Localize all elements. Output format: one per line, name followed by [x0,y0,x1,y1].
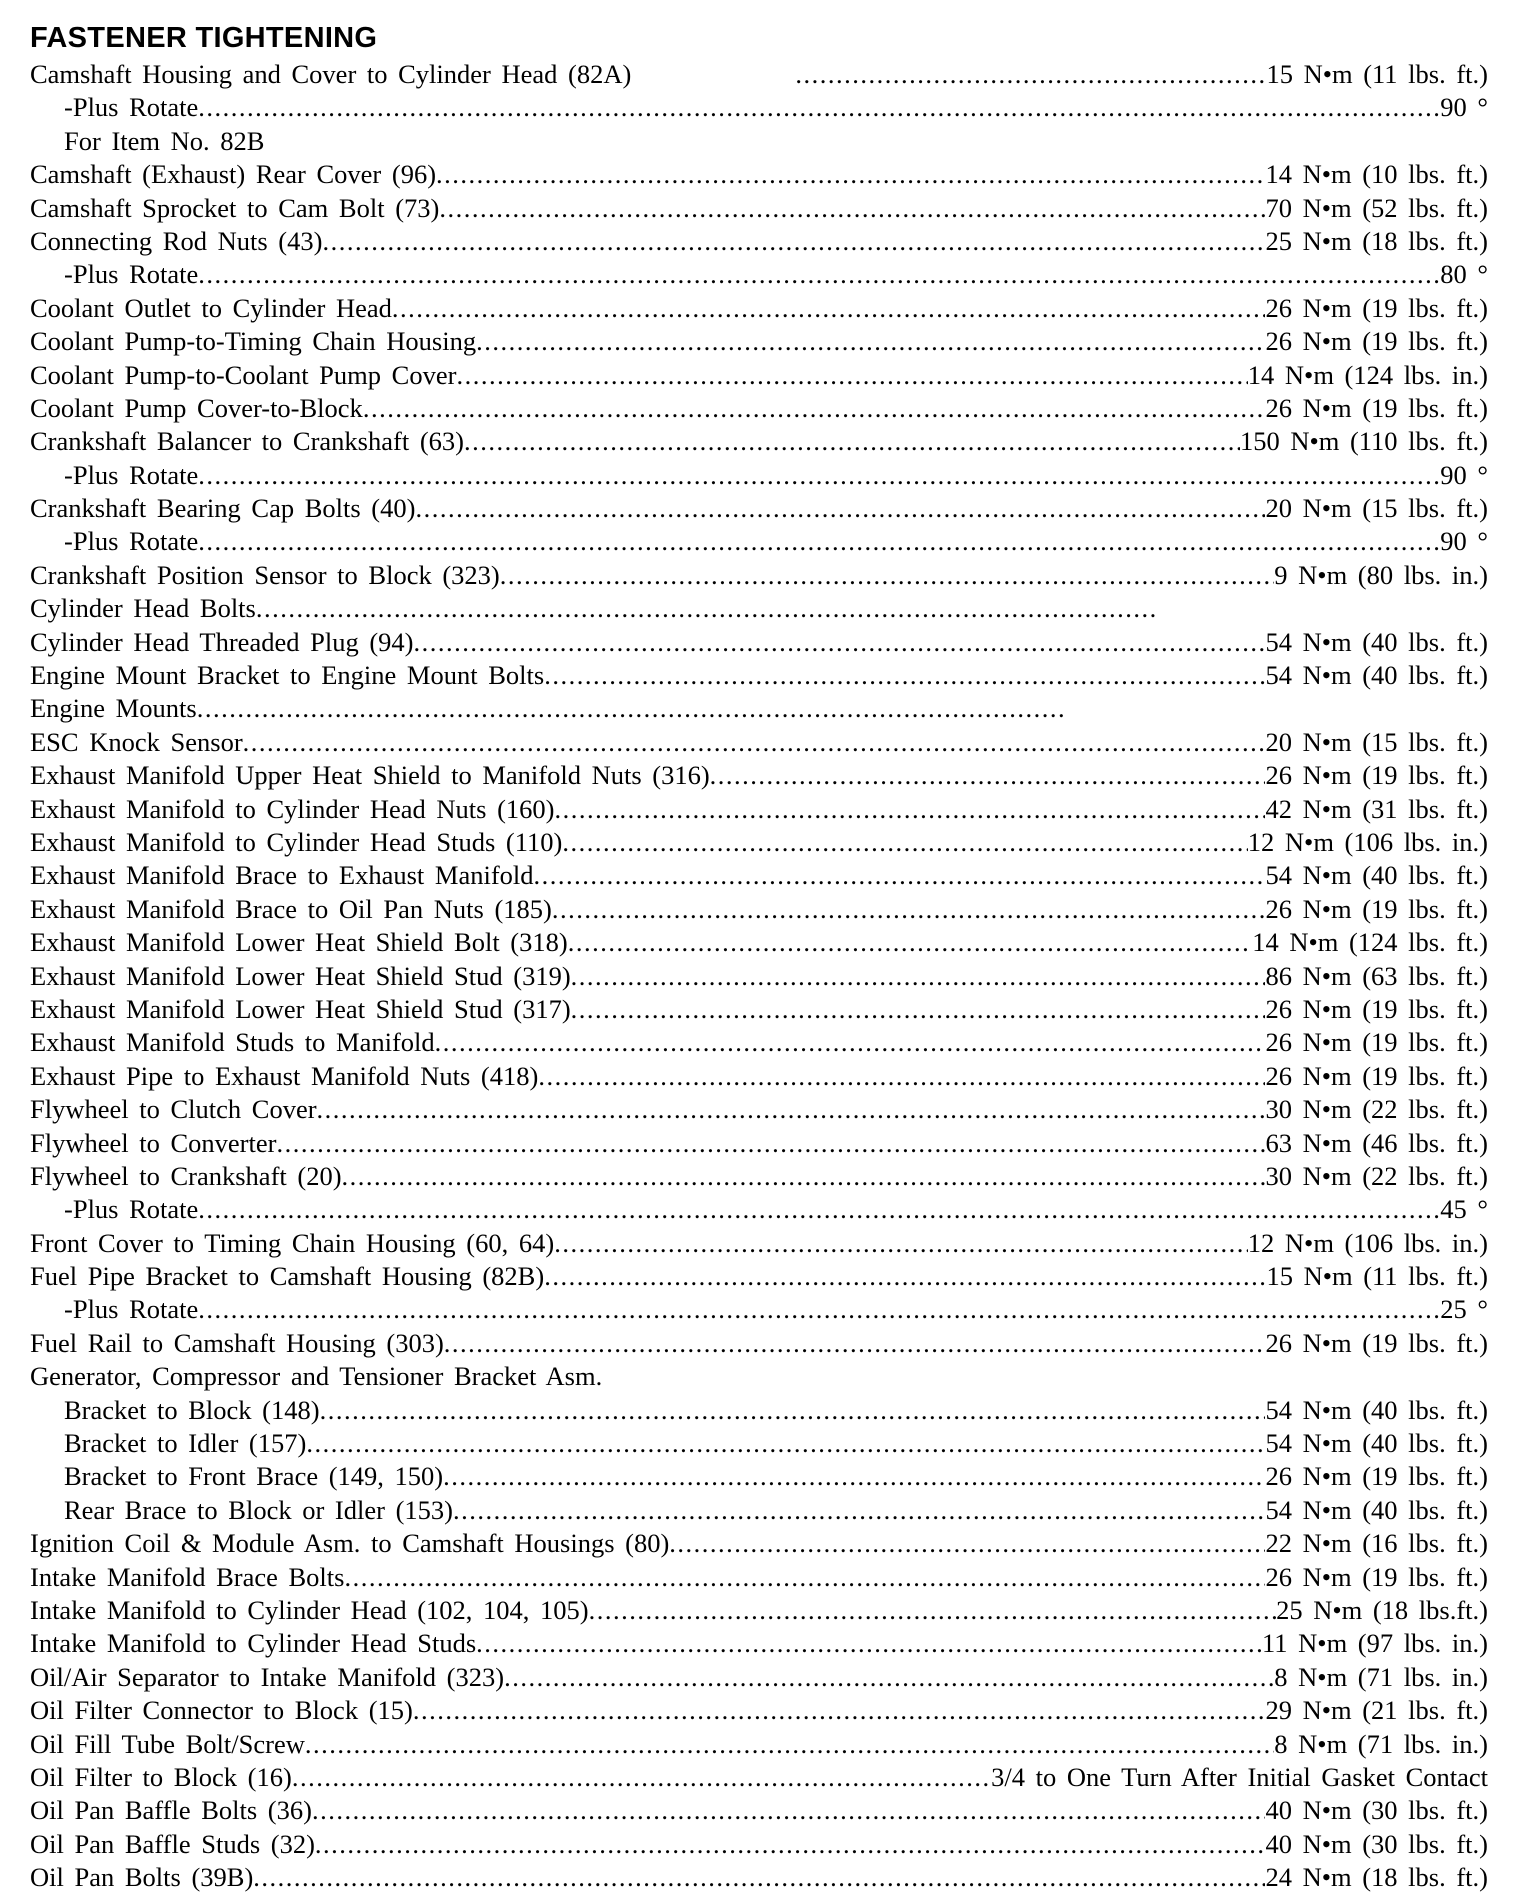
spec-label: Flywheel to Converter [30,1127,277,1158]
dot-leader [476,325,1265,358]
spec-value: 54 N•m (40 lbs. ft.) [1265,626,1488,657]
spec-label: Cylinder Head Threaded Plug (94) [30,626,414,657]
spec-row [30,926,1488,959]
dot-leader [568,926,1252,959]
spec-row [30,392,1488,425]
spec-label: Engine Mount Bracket to Engine Mount Bolts [30,660,545,691]
spec-row [30,1260,1488,1293]
spec-row [30,1527,1488,1560]
spec-label: -Plus Rotate [64,92,199,123]
spec-label: Oil/Air Separator to Intake Manifold (323) [30,1661,505,1692]
spec-row [30,1828,1488,1861]
spec-value: 12 N•m (106 lbs. in.) [1247,1227,1488,1258]
spec-value: 8 N•m (71 lbs. in.) [1274,1661,1488,1692]
dot-leader [198,1293,1440,1326]
spec-value: 40 N•m (30 lbs. ft.) [1265,1795,1488,1826]
spec-value: 42 N•m (31 lbs. ft.) [1265,793,1488,824]
spec-value: 150 N•m (110 lbs. ft.) [1239,426,1488,457]
spec-row [30,1127,1488,1160]
dot-leader [198,459,1440,492]
spec-value: 26 N•m (19 lbs. ft.) [1265,993,1488,1024]
spec-value: 70 N•m (52 lbs. ft.) [1265,192,1488,223]
spec-row [30,1794,1488,1827]
spec-value: 26 N•m (19 lbs. ft.) [1265,1027,1488,1058]
dot-leader [305,1728,1274,1761]
spec-value: 24 N•m (18 lbs. ft.) [1265,1862,1488,1893]
dot-leader [276,1127,1265,1160]
spec-value: 86 N•m (63 lbs. ft.) [1265,960,1488,991]
dot-leader [443,1460,1265,1493]
spec-value: 25 N•m (18 lbs.ft.) [1276,1594,1488,1625]
spec-value: 14 N•m (124 lbs. in.) [1247,359,1488,390]
spec-row [30,492,1488,525]
spec-value: 90 ° [1440,92,1488,123]
spec-value: 54 N•m (40 lbs. ft.) [1265,660,1488,691]
spec-label: Fuel Pipe Bracket to Camshaft Housing (82B) [30,1261,545,1292]
spec-row [30,1761,1488,1794]
spec-value: 26 N•m (19 lbs. ft.) [1265,392,1488,423]
spec-row [30,91,1488,124]
dot-leader [554,1227,1248,1260]
spec-label: Oil Filter Connector to Block (15) [30,1695,413,1726]
spec-value: 22 N•m (16 lbs. ft.) [1265,1528,1488,1559]
spec-row [30,425,1488,458]
spec-label: Exhaust Manifold Brace to Oil Pan Nuts (185) [30,893,552,924]
spec-label: Flywheel to Clutch Cover [30,1094,317,1125]
spec-label: Generator, Compressor and Tensioner Bracket Asm. [30,1361,603,1392]
spec-row [30,58,1488,91]
page-title: FASTENER TIGHTENING [30,22,378,54]
spec-label: Engine Mounts [30,693,197,724]
spec-label: Exhaust Manifold Lower Heat Shield Bolt (318) [30,927,568,958]
spec-row [30,158,1488,191]
spec-label: -Plus Rotate [64,259,199,290]
spec-row [30,359,1488,392]
spec-row [30,1861,1488,1894]
spec-row [30,960,1488,993]
spec-row [30,125,1488,158]
spec-value: 45 ° [1440,1194,1488,1225]
spec-row [30,1026,1488,1059]
spec-label: -Plus Rotate [64,459,199,490]
dot-leader [306,1427,1265,1460]
spec-label: Exhaust Manifold to Cylinder Head Nuts (160) [30,793,555,824]
dot-leader [344,1561,1265,1594]
spec-label: Camshaft (Exhaust) Rear Cover (96) [30,159,437,190]
spec-label: Crankshaft Position Sensor to Block (323) [30,559,500,590]
dot-leader [444,1327,1266,1360]
spec-value: 90 ° [1440,459,1488,490]
spec-label: -Plus Rotate [64,526,199,557]
spec-value: 30 N•m (22 lbs. ft.) [1265,1094,1488,1125]
spec-value: 26 N•m (19 lbs. ft.) [1265,1461,1488,1492]
spec-label: Bracket to Block (148) [64,1394,320,1425]
spec-label: Exhaust Manifold Upper Heat Shield to Manifold Nuts (316) [30,760,710,791]
dot-leader [504,1661,1274,1694]
dot-leader [413,1694,1266,1727]
spec-value: 15 N•m (11 lbs. ft.) [1266,59,1488,89]
dot-leader [342,1160,1266,1193]
spec-row [30,893,1488,926]
spec-row [30,726,1488,759]
spec-label: Coolant Outlet to Cylinder Head [30,292,392,323]
spec-row [30,692,1488,725]
dot-leader [320,1394,1266,1427]
dot-leader [292,1761,991,1794]
spec-row [30,258,1488,291]
spec-value: 26 N•m (19 lbs. ft.) [1265,1327,1488,1358]
spec-label: Exhaust Manifold to Cylinder Head Studs (110) [30,826,563,857]
dot-leader [476,1627,1262,1660]
spec-row [30,1060,1488,1093]
dot-leader [456,359,1247,392]
spec-value: 3/4 to One Turn After Initial Gasket Contact [991,1761,1488,1792]
dot-leader [198,91,1440,124]
dot-leader [317,1093,1266,1126]
spec-label: Exhaust Manifold Lower Heat Shield Stud (317) [30,993,571,1024]
spec-row [30,659,1488,692]
spec-label: Crankshaft Balancer to Crankshaft (63) [30,426,464,457]
spec-row [30,1360,1488,1393]
spec-label: Exhaust Pipe to Exhaust Manifold Nuts (418) [30,1060,539,1091]
spec-value: 11 N•m (97 lbs. in.) [1262,1628,1488,1659]
spec-value: 26 N•m (19 lbs. ft.) [1265,326,1488,357]
dot-leader [544,659,1265,692]
spec-row [30,1661,1488,1694]
spec-label: Camshaft Housing and Cover to Cylinder Head (82A) [30,59,632,89]
spec-label: Exhaust Manifold Studs to Manifold [30,1027,435,1058]
spec-value: 26 N•m (19 lbs. ft.) [1265,760,1488,791]
spec-value: 26 N•m (19 lbs. ft.) [1265,1561,1488,1592]
dot-leader [198,258,1440,291]
torque-spec-list [30,58,1488,1894]
spec-label: Coolant Pump-to-Timing Chain Housing [30,326,477,357]
spec-label: Oil Pan Baffle Bolts (36) [30,1795,312,1826]
dot-leader [552,893,1266,926]
dot-leader [243,726,1266,759]
spec-label: Crankshaft Bearing Cap Bolts (40) [30,493,416,524]
spec-row [30,993,1488,1026]
spec-label: Intake Manifold to Cylinder Head (102, 104, 105) [30,1594,589,1625]
spec-row [30,859,1488,892]
spec-value: 90 ° [1440,526,1488,557]
spec-row [30,225,1488,258]
dot-leader [415,492,1265,525]
spec-label: -Plus Rotate [64,1194,199,1225]
spec-label: Rear Brace to Block or Idler (153) [64,1494,453,1525]
dot-leader [435,1026,1266,1059]
spec-label: Coolant Pump Cover-to-Block [30,392,363,423]
dot-leader [710,759,1266,792]
spec-row [30,1627,1488,1660]
spec-label: Bracket to Front Brace (149, 150) [64,1461,444,1492]
spec-label: Exhaust Manifold Brace to Exhaust Manifold [30,860,534,891]
dot-leader [544,1260,1266,1293]
spec-value: 25 N•m (18 lbs. ft.) [1265,225,1488,256]
spec-row [30,793,1488,826]
spec-label: Intake Manifold to Cylinder Head Studs [30,1628,477,1659]
spec-label: Intake Manifold Brace Bolts [30,1561,345,1592]
dot-leader [439,192,1265,225]
spec-value: 80 ° [1440,259,1488,290]
dot-leader [363,392,1266,425]
spec-label: Oil Pan Bolts (39B) [30,1862,254,1893]
spec-row [30,1193,1488,1226]
spec-row [30,1160,1488,1193]
spec-label: Camshaft Sprocket to Cam Bolt (73) [30,192,440,223]
spec-row [30,592,1488,625]
spec-value: 14 N•m (124 lbs. ft.) [1252,927,1488,958]
spec-label: For Item No. 82B [64,125,265,156]
spec-row [30,1694,1488,1727]
dot-leader [315,1828,1266,1861]
spec-label: Oil Pan Baffle Studs (32) [30,1828,315,1859]
dot-leader [198,525,1440,558]
spec-row [30,1293,1488,1326]
spec-label: Cylinder Head Bolts [30,593,256,624]
spec-value: 14 N•m (10 lbs. ft.) [1265,159,1488,190]
spec-label: Coolant Pump-to-Coolant Pump Cover [30,359,457,390]
spec-row [30,1394,1488,1427]
dot-leader [500,559,1275,592]
spec-label: Bracket to Idler (157) [64,1428,307,1459]
spec-row [30,1093,1488,1126]
spec-label: -Plus Rotate [64,1294,199,1325]
spec-row [30,325,1488,358]
spec-row [30,459,1488,492]
spec-value: 15 N•m (11 lbs. ft.) [1266,1261,1488,1292]
spec-row [30,1594,1488,1627]
spec-row [30,525,1488,558]
spec-row [30,1561,1488,1594]
dot-leader [571,993,1266,1026]
dot-leader [413,626,1265,659]
spec-value: 20 N•m (15 lbs. ft.) [1265,493,1488,524]
spec-row [30,1728,1488,1761]
dot-leader [436,158,1265,191]
dot-leader [453,1494,1265,1527]
spec-label: ESC Knock Sensor [30,726,243,757]
fastener-tightening-document [30,18,1488,1894]
spec-row [30,1460,1488,1493]
dot-leader [392,292,1266,325]
spec-value: 12 N•m (106 lbs. in.) [1247,826,1488,857]
spec-row [30,1227,1488,1260]
spec-value: 26 N•m (19 lbs. ft.) [1265,1060,1488,1091]
spec-value: 29 N•m (21 lbs. ft.) [1265,1695,1488,1726]
dot-leader [197,692,1067,725]
spec-value: 8 N•m (71 lbs. in.) [1274,1728,1488,1759]
spec-row [30,192,1488,225]
spec-value: 20 N•m (15 lbs. ft.) [1265,726,1488,757]
spec-value: 9 N•m (80 lbs. in.) [1274,559,1488,590]
dot-leader [571,960,1266,993]
spec-label: Oil Filter to Block (16) [30,1761,292,1792]
dot-leader [538,1060,1265,1093]
spec-row [30,759,1488,792]
spec-value: 54 N•m (40 lbs. ft.) [1265,1494,1488,1525]
spec-label: Exhaust Manifold Lower Heat Shield Stud (319) [30,960,571,991]
spec-label: Front Cover to Timing Chain Housing (60, 64) [30,1227,555,1258]
dot-leader [464,425,1240,458]
dot-leader [312,1794,1265,1827]
spec-value: 25 ° [1440,1294,1488,1325]
spec-row [30,1427,1488,1460]
dot-leader [554,793,1265,826]
spec-row [30,626,1488,659]
spec-value: 54 N•m (40 lbs. ft.) [1265,860,1488,891]
spec-row [30,826,1488,859]
spec-value: 54 N•m (40 lbs. ft.) [1265,1428,1488,1459]
spec-value: 26 N•m (19 lbs. ft.) [1265,893,1488,924]
spec-value: 40 N•m (30 lbs. ft.) [1265,1828,1488,1859]
dot-leader [198,1193,1440,1226]
spec-label: Connecting Rod Nuts (43) [30,225,323,256]
dot-leader [253,1861,1265,1894]
dot-leader [256,592,1156,625]
dot-leader [589,1594,1276,1627]
spec-row [30,1494,1488,1527]
spec-row [30,1327,1488,1360]
dot-leader [534,859,1266,892]
spec-label: Fuel Rail to Camshaft Housing (303) [30,1327,444,1358]
spec-label: Oil Fill Tube Bolt/Screw [30,1728,305,1759]
spec-value: 26 N•m (19 lbs. ft.) [1265,292,1488,323]
spec-value: 30 N•m (22 lbs. ft.) [1265,1160,1488,1191]
dot-leader [562,826,1247,859]
spec-label: Ignition Coil & Module Asm. to Camshaft Housings (80) [30,1528,670,1559]
spec-row [30,292,1488,325]
dot-leader [795,58,1266,91]
spec-row [30,559,1488,592]
spec-value: 63 N•m (46 lbs. ft.) [1265,1127,1488,1158]
dot-leader [322,225,1265,258]
spec-label: Flywheel to Crankshaft (20) [30,1160,342,1191]
spec-value: 54 N•m (40 lbs. ft.) [1265,1394,1488,1425]
dot-leader [669,1527,1265,1560]
